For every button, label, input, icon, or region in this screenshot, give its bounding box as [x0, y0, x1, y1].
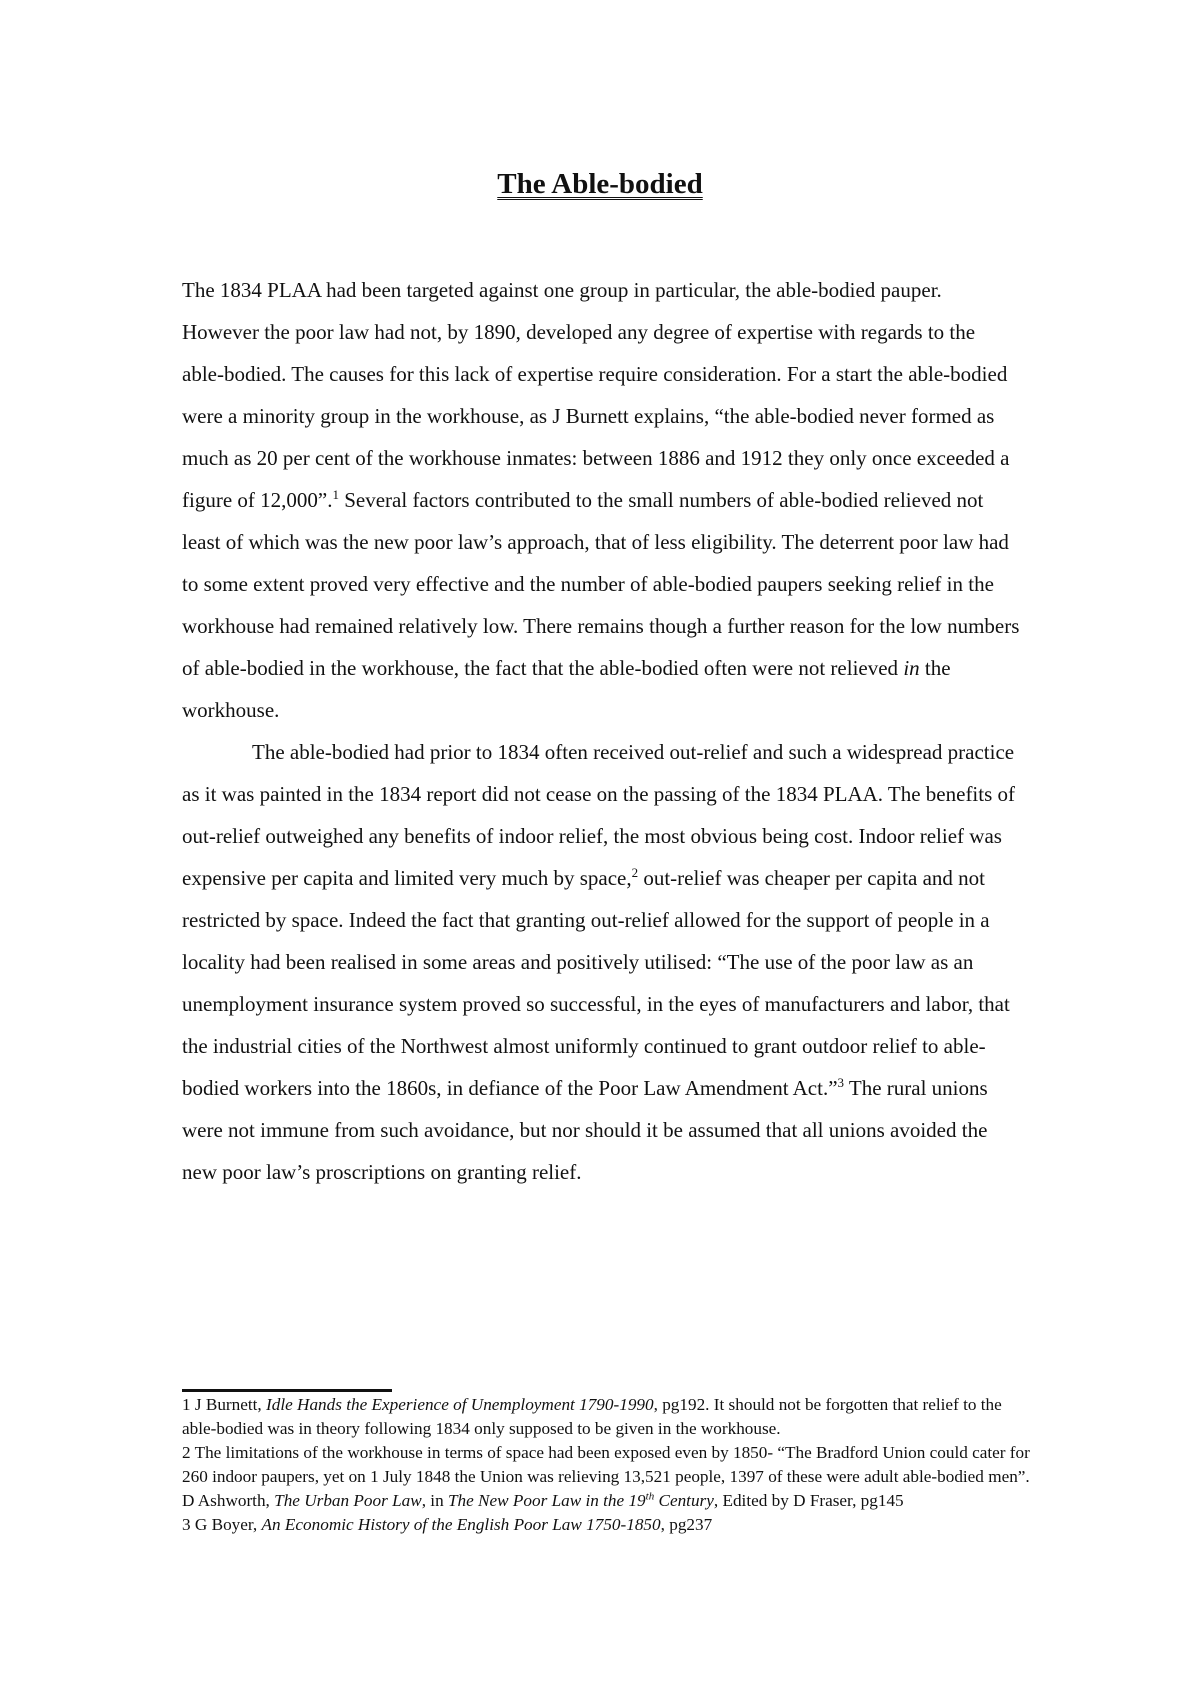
footnote-2-title-c: Century [654, 1491, 714, 1510]
paragraph-1-text-a: The 1834 PLAA had been targeted against one group in particular, the able-bodied pauper. However the poor law had not, by 1890, developed any degree of expertise with regards to the able-bodied. The causes for this lack of expertise require consideration. For a start the able-bodied were a minority group in the workhouse, as J Burnett explains, “the able-bodied never formed as much as 20 per cent of the workhouse inmates: between 1886 and 1912 they only once exceeded a figure of 12,000”. [182, 278, 1010, 512]
paragraph-2-text-a: The able-bodied had prior to 1834 often received out-relief and such a widespread practice as it was painted in the 1834 report did not cease on the passing of the 1834 PLAA. The benefits of out-relief outweighed any benefits of indoor relief, the most obvious being cost. Indoor relief was expensive per capita and limited very much by space, [182, 740, 1016, 890]
paragraph-1-text-c: the workhouse. [182, 656, 951, 722]
footnote-2-title-b: The New Poor Law in the 19 [447, 1491, 646, 1510]
footnote-2-text-c: , Edited by D Fraser, pg145 [713, 1491, 904, 1510]
footnote-2-title-a: The Urban Poor Law [274, 1491, 422, 1510]
paragraph-2-text-b: out-relief was cheaper per capita and not restricted by space. Indeed the fact that granting out-relief allowed for the support of people in a locality had been realised in some areas and positively utilised: “The use of the poor law as an unemployment insurance system proved so successful, in the eyes of manufacturers and labor, that the industrial cities of the Northwest almost uniformly continued to grant outdoor relief to able-bodied workers into the 1860s, in defiance of the Poor Law Amendment Act.” [182, 866, 1010, 1100]
paragraph-1 [182, 269, 1022, 731]
paragraph-1-emphasis: in [903, 656, 920, 680]
footnote-3-text-a: 3 G Boyer, [182, 1515, 262, 1534]
paragraph-2-text-c: The rural unions were not immune from such avoidance, but nor should it be assumed that all unions avoided the new poor law’s proscriptions on granting relief. [182, 1076, 988, 1184]
footnote-2-superscript: th [645, 1490, 655, 1503]
footnote-1-title: Idle Hands the Experience of Unemployment 1790-1990 [266, 1395, 654, 1414]
paragraph-1-text-b: Several factors contributed to the small numbers of able-bodied relieved not least of which was the new poor law’s approach, that of less eligibility. The deterrent poor law had to some extent proved very effective and the number of able-bodied paupers seeking relief in the workhouse had remained relatively low. There remains though a further reason for the low numbers of able-bodied in the workhouse, the fact that the able-bodied often were not relieved [182, 488, 1020, 680]
footnote-2 [182, 1441, 1032, 1513]
footnote-3-text-b: , pg237 [660, 1515, 713, 1534]
footnote-1-text-b: , pg192. It should not be forgotten that relief to the able-bodied was in theory following 1834 only supposed to be given in the workhouse. [182, 1395, 1002, 1438]
footnote-separator [182, 1389, 392, 1392]
footnote-ref-3: 3 [837, 1075, 845, 1090]
footnote-3-title: An Economic History of the English Poor Law 1750-1850 [261, 1515, 661, 1534]
footnote-2-text-a: 2 The limitations of the workhouse in terms of space had been exposed even by 1850- “The Bradford Union could cater for 260 indoor paupers, yet on 1 July 1848 the Union was relieving 13,521 people, 1397 of these were adult able-bodied men”. D Ashworth, [182, 1443, 1030, 1510]
footnote-1 [182, 1393, 1032, 1441]
body-text [182, 269, 1022, 1193]
footnote-ref-1: 1 [332, 487, 339, 502]
footnote-3 [182, 1513, 1032, 1537]
footnote-2-text-b: , in [421, 1491, 448, 1510]
paragraph-2 [182, 731, 1022, 1193]
footnotes [182, 1393, 1032, 1537]
footnote-ref-2: 2 [631, 865, 639, 880]
page-title: The Able-bodied [497, 168, 703, 200]
footnote-1-text-a: 1 J Burnett, [182, 1395, 267, 1414]
